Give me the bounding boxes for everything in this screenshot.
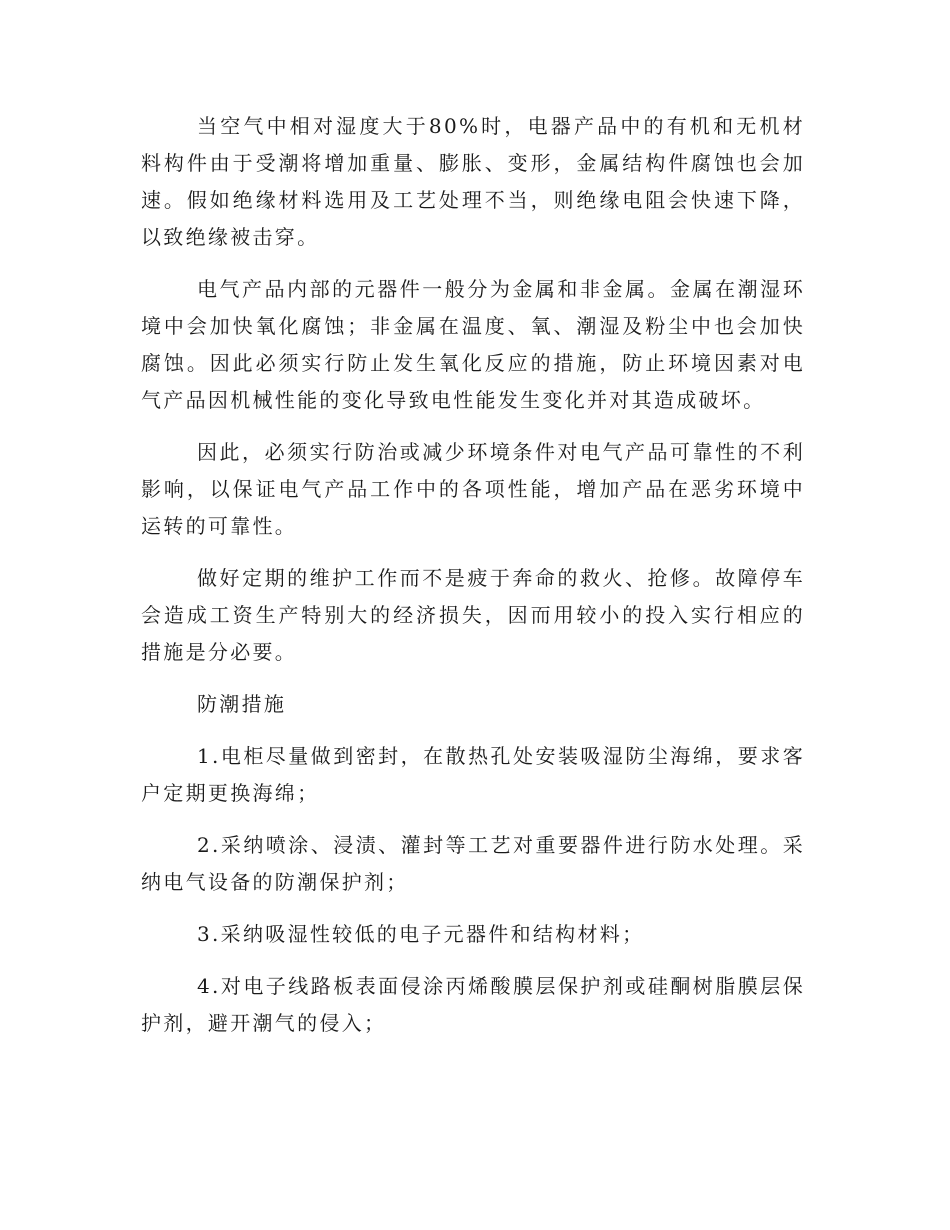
document-body [141, 108, 805, 1057]
paragraph-humidity-effects: 当空气中相对湿度大于80%时，电器产品中的有机和无机材料构件由于受潮将增加重量、膨胀、变形，金属结构件腐蚀也会加速。假如绝缘材料选用及工艺处理不当，则绝缘电阻会快速下降，以致绝缘被击穿。 [141, 114, 805, 249]
list-item-2: 2.采纳喷涂、浸渍、灌封等工艺对重要器件进行防水处理。采纳电气设备的防潮保护剂； [141, 833, 805, 894]
section-heading-moisture-measures: 防潮措施 [197, 692, 287, 716]
paragraph-component-corrosion: 电气产品内部的元器件一般分为金属和非金属。金属在潮湿环境中会加快氧化腐蚀；非金属在温度、氧、潮湿及粉尘中也会加快腐蚀。因此必须实行防止发生氧化反应的措施，防止环境因素对电气产品因机械性能的变化导致电性能发生变化并对其造成破坏。 [141, 277, 805, 412]
list-item-4: 4.对电子线路板表面侵涂丙烯酸膜层保护剂或硅酮树脂膜层保护剂，避开潮气的侵入； [141, 974, 805, 1035]
list-item-1: 1.电柜尽量做到密封，在散热孔处安装吸湿防尘海绵，要求客户定期更换海绵； [141, 744, 805, 805]
paragraph-reliability: 因此，必须实行防治或减少环境条件对电气产品可靠性的不利影响，以保证电气产品工作中的各项性能，增加产品在恶劣环境中运转的可靠性。 [141, 440, 805, 538]
paragraph-maintenance: 做好定期的维护工作而不是疲于奔命的救火、抢修。故障停车会造成工资生产特别大的经济损失，因而用较小的投入实行相应的措施是分必要。 [141, 566, 805, 664]
list-item-3: 3.采纳吸湿性较低的电子元器件和结构材料； [197, 922, 645, 946]
